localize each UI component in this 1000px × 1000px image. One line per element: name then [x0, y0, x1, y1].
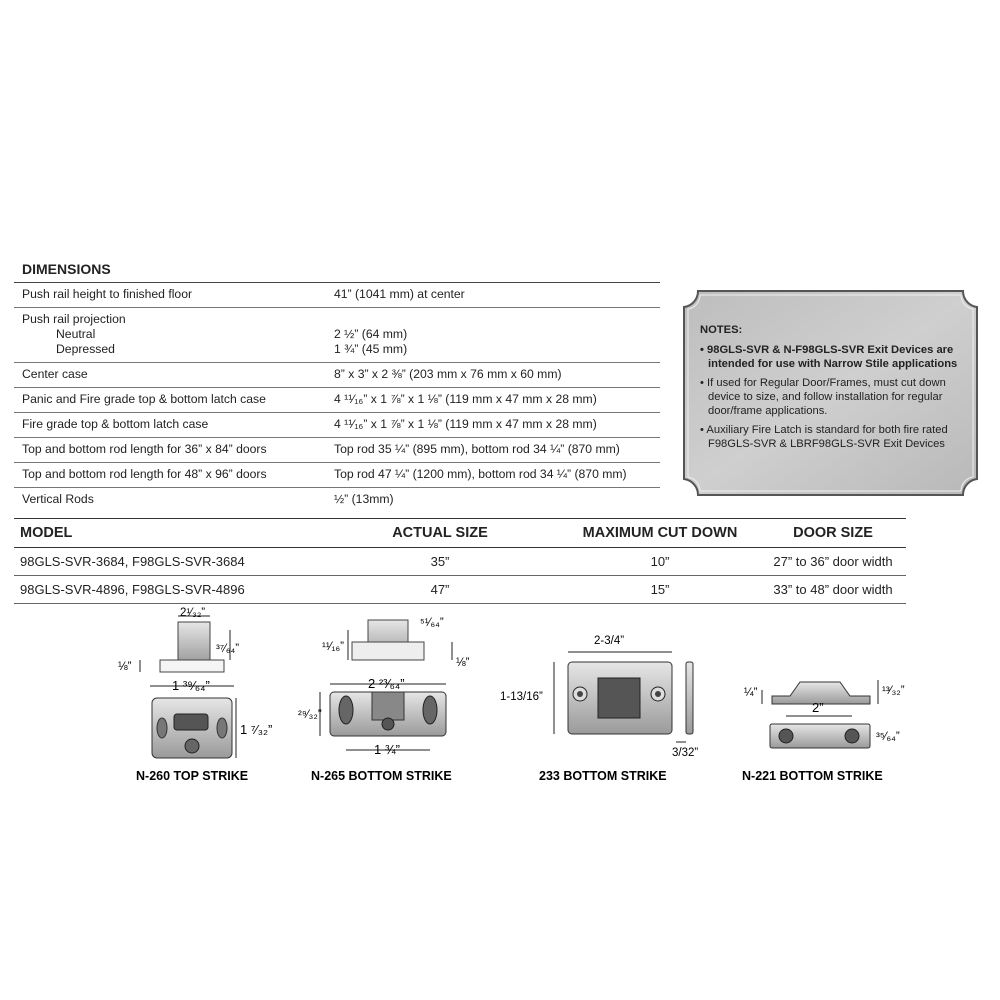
dimension-row — [14, 488, 660, 512]
door-size-cell: 33” to 48” door width — [773, 582, 893, 597]
n265-dim-label: ⅛” — [456, 657, 470, 669]
dimension-value: 4 ¹¹⁄₁₆” x 1 ⅞” x 1 ⅛” (119 mm x 47 mm x 28 mm) — [334, 392, 597, 406]
actual-size-cell: 35” — [430, 554, 450, 569]
dimension-value: 4 ¹¹⁄₁₆” x 1 ⅞” x 1 ⅛” (119 mm x 47 mm x 28 mm) — [334, 417, 597, 431]
note-item: • Auxiliary Fire Latch is standard for both fire rated F98GLS-SVR & LBRF98GLS-SVR Exit Devices — [700, 424, 948, 450]
n221-dim-label: ¼” — [744, 687, 758, 699]
dimension-label: Top and bottom rod length for 36” x 84” doors — [22, 442, 267, 456]
dimension-value: Top rod 35 ¼” (895 mm), bottom rod 34 ¼” (870 mm) — [334, 442, 620, 456]
dimension-value: 8” x 3” x 2 ⅜” (203 mm x 76 mm x 60 mm) — [334, 367, 562, 381]
cut-down-cell: 10” — [650, 554, 670, 569]
header-actual-size: ACTUAL SIZE — [392, 525, 488, 541]
n265-dim-label: ¹¹⁄₁₆” — [322, 641, 344, 653]
dimensions-title: DIMENSIONS — [22, 261, 111, 277]
strike-caption: N-221 BOTTOM STRIKE — [742, 769, 883, 783]
model-cell: 98GLS-SVR-4896, F98GLS-SVR-4896 — [20, 582, 245, 597]
dimension-row — [14, 463, 660, 488]
n265-dim-label: ²⁹⁄₃₂” — [298, 709, 322, 721]
model-cell: 98GLS-SVR-3684, F98GLS-SVR-3684 — [20, 554, 245, 569]
n265-dim-label: 1 ¾” — [374, 742, 401, 757]
note-item: • If used for Regular Door/Frames, must cut down device to size, and follow installation for regular door/frame applications. — [700, 377, 946, 417]
dimension-row — [14, 438, 660, 463]
n221-dim-label: ¹³⁄₃₂” — [882, 685, 905, 697]
dimensions-table — [14, 282, 660, 512]
dimension-label: Push rail height to finished floor — [22, 287, 193, 301]
dimension-value: Top rod 47 ¼” (1200 mm), bottom rod 34 ¼” (870 mm) — [334, 467, 627, 481]
233-strike-drawing — [554, 652, 693, 742]
dimension-sublabel: Depressed — [56, 342, 115, 356]
notes-panel — [678, 285, 983, 501]
n260-dim-label: ⅛” — [118, 661, 132, 673]
dimension-row — [14, 413, 660, 438]
n260-dim-label: 2¹⁄₃₂” — [180, 607, 206, 619]
strike-caption: N-260 TOP STRIKE — [136, 769, 249, 783]
door-size-cell: 27” to 36” door width — [773, 554, 893, 569]
strike-caption: N-265 BOTTOM STRIKE — [311, 769, 452, 783]
dimension-sublabel: Neutral — [56, 327, 96, 341]
233-dim-label: 3/32” — [672, 747, 699, 759]
model-table-header — [14, 519, 906, 548]
dimension-row — [14, 388, 660, 413]
n265-dim-label: 2 ²³⁄₆₄” — [368, 676, 405, 691]
dimension-label: Center case — [22, 367, 88, 381]
dimension-label: Fire grade top & bottom latch case — [22, 417, 209, 431]
header-door-size: DOOR SIZE — [793, 525, 873, 541]
n260-dim-label: 1 ⁷⁄₃₂” — [240, 722, 273, 737]
dimension-value: 1 ¾” (45 mm) — [334, 342, 408, 356]
dimension-label: Top and bottom rod length for 48” x 96” doors — [22, 467, 267, 481]
n265-dim-label: ⁵¹⁄₆₄” — [420, 617, 444, 629]
dimension-label: Push rail projection — [22, 312, 126, 326]
233-dim-label: 2-3/4” — [594, 635, 625, 647]
notes-title: NOTES: — [700, 324, 743, 336]
strike-drawings — [0, 600, 1000, 800]
actual-size-cell: 47” — [430, 582, 450, 597]
dimension-row — [14, 283, 660, 308]
note-item: • 98GLS-SVR & N-F98GLS-SVR Exit Devices are intended for use with Narrow Stile applications — [700, 344, 958, 370]
n260-dim-label: 1 ³⁹⁄₆₄” — [172, 678, 210, 693]
table-row — [14, 548, 906, 576]
header-model: MODEL — [20, 525, 73, 541]
dimension-label: Panic and Fire grade top & bottom latch case — [22, 392, 266, 406]
dimension-row — [14, 308, 660, 363]
dimension-label: Vertical Rods — [22, 492, 94, 506]
model-table — [14, 518, 906, 604]
n221-dim-label: ³⁵⁄₆₄” — [876, 731, 900, 743]
dimension-value: ½” (13mm) — [334, 492, 394, 506]
strike-caption: 233 BOTTOM STRIKE — [539, 769, 667, 783]
cut-down-cell: 15” — [650, 582, 670, 597]
header-max-cut-down: MAXIMUM CUT DOWN — [582, 525, 738, 541]
dimension-value: 41” (1041 mm) at center — [334, 287, 465, 301]
n221-dim-label: 2” — [812, 700, 824, 715]
233-dim-label: 1-13/16” — [500, 691, 543, 703]
dimension-value: 2 ½” (64 mm) — [334, 327, 408, 341]
n260-dim-label: ³⁷⁄₆₄” — [216, 643, 240, 655]
dimension-row — [14, 363, 660, 388]
